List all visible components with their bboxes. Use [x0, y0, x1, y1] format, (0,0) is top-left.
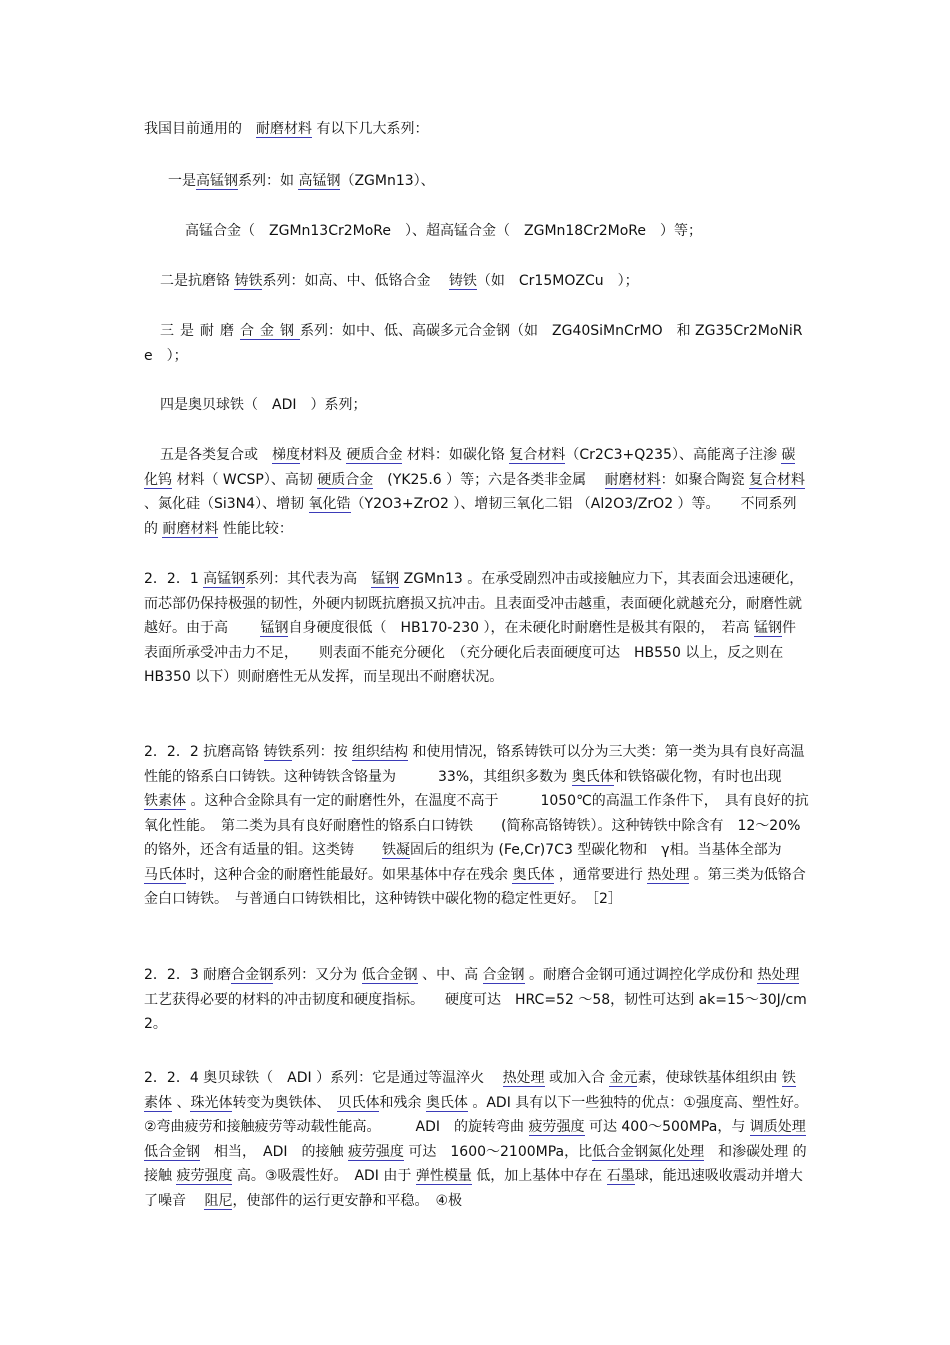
link-austenite-3[interactable]: 奥氏体 — [425, 1094, 468, 1111]
link-composite-material[interactable]: 复合材料 — [509, 447, 566, 463]
link-zirconia[interactable]: 氧化锆 — [308, 496, 351, 512]
link-fatigue-strength-2[interactable]: 疲劳强度 — [347, 1143, 404, 1160]
link-tungsten-carbide[interactable]: 碳化钨 — [144, 447, 796, 488]
paragraph-section-2-2-1: 2．2．1 高锰钢系列：其代表为高 锰钢 ZGMn13 。在承受剧烈冲击或接触应力下，其表面会迅速硬化， 而芯部仍保持极强的韧性，外硬内韧既抗磨损又抗冲击。且表面受冲击越重，表面硬化就越充分，耐磨性就越好。由于高 锰钢自身硬度很低（ HB170-230 ），在未硬化时耐磨性是极其有限的， 若高 锰钢件表面所承受冲击力不足， 则表面不能充分硬化 （充分硬化后表面硬度可达 HB550 以上，反之则在 HB350 以下）则耐磨性无从发挥，而呈现出不耐磨状况。 — [144, 571, 811, 685]
link-manganese-steel-2[interactable]: 锰钢 — [260, 620, 289, 636]
link-heat-treatment-2[interactable]: 热处理 — [757, 967, 800, 983]
link-heat-treatment-3[interactable]: 热处理 — [502, 1070, 545, 1086]
link-austenite-2[interactable]: 奥氏体 — [512, 866, 555, 883]
link-manganese-steel[interactable]: 锰钢 — [371, 571, 400, 587]
link-graphite[interactable]: 石墨 — [606, 1168, 635, 1184]
link-martensite[interactable]: 马氏体 — [144, 866, 186, 883]
paragraph-series-1-alloys: 高锰合金（ ZGMn13Cr2MoRe ）、超高锰合金（ ZGMn18Cr2MoRe ）等； — [185, 223, 703, 239]
link-cast-iron-2[interactable]: 铸铁 — [448, 273, 477, 289]
paragraph-section-2-2-4: 2．2．4 奥贝球铁（ ADI ）系列：它是通过等温淬火 热处理 或加入合 金元素，使球铁基体组织由 铁素体 、珠光体转变为奥铁体、 贝氏体和残余 奥氏体 。ADI 具有以下一些独特的优点：①强度高、塑性好。②弯曲疲劳和接触疲劳等动载性能高。 ADI 的旋转弯曲 疲劳强度 可达 400～500MPa，与 调质处理低合金钢 相当， ADI 的接触 疲劳强度 可达 1600～2100MPa，比低合金钢氮化处理 和渗碳处理 的接触 疲劳强度 高。③吸震性好。 ADI 由于 弹性模量 低，加上基体中存在 石墨球，能迅速吸收震动并增大了噪音 阻尼，使部件的运行更安静和平稳。 ④极 — [144, 1070, 808, 1209]
link-composite-material-2[interactable]: 复合材料 — [749, 471, 806, 488]
link-wear-material-3[interactable]: 耐磨材料 — [162, 520, 219, 537]
link-hard-alloy[interactable]: 硬质合金 — [346, 447, 403, 463]
link-gradient[interactable]: 梯度 — [272, 447, 300, 463]
link-bainite[interactable]: 贝氏体 — [337, 1094, 380, 1111]
link-hard-alloy-2[interactable]: 硬质合金 — [317, 471, 374, 488]
link-quenched-tempered-low-alloy-steel[interactable]: 调质处理低合金钢 — [144, 1119, 806, 1160]
link-fatigue-strength[interactable]: 疲劳强度 — [528, 1119, 585, 1135]
link-ferrite-2[interactable]: 铁素体 — [144, 1070, 796, 1111]
paragraph-series-1: 一是高锰钢系列：如 高锰钢（ZGMn13）、 — [168, 173, 435, 189]
link-high-manganese-steel[interactable]: 高锰钢 — [196, 173, 238, 189]
link-wear-material-2[interactable]: 耐磨材料 — [604, 471, 661, 488]
paragraph-series-3: 三是耐磨合金钢系列：如中、低、高碳多元合金钢（如 ZG40SiMnCrMO 和 ZG35Cr2MoNiRe ）； — [144, 323, 803, 364]
link-pearlite[interactable]: 珠光体 — [190, 1094, 233, 1111]
link-alloy-steel[interactable]: 合金钢 — [240, 323, 300, 339]
link-elastic-modulus[interactable]: 弹性模量 — [415, 1168, 472, 1184]
link-heat-treatment[interactable]: 热处理 — [647, 866, 690, 883]
link-microstructure[interactable]: 组织结构 — [352, 744, 409, 760]
paragraph-section-2-2-3: 2．2．3 耐磨合金钢系列：又分为 低合金钢 、中、高 合金钢 。耐磨合金钢可通过调控化学成份和 热处理工艺获得必要的材料的冲击韧度和硬度指标。 硬度可达 HRC=52 ～58，韧性可达到 ak=15～30J/cm2。 — [144, 967, 807, 1032]
paragraph-series-2: 二是抗磨铬 铸铁系列：如高、中、低铬合金 铸铁（如 Cr15MOZCu ）； — [160, 273, 639, 289]
link-alloy-steel-3[interactable]: 合金钢 — [482, 967, 525, 983]
paragraph-intro: 我国目前通用的 耐磨材料 有以下几大系列： — [144, 121, 429, 137]
link-iron-solidification[interactable]: 铁凝 — [382, 842, 410, 858]
link-fatigue-strength-3[interactable]: 疲劳强度 — [176, 1168, 233, 1184]
link-alloy-element[interactable]: 金元 — [609, 1070, 638, 1086]
paragraph-series-4: 四是奥贝球铁（ ADI ）系列； — [160, 397, 367, 413]
link-damping[interactable]: 阻尼 — [204, 1192, 233, 1209]
link-low-alloy-steel[interactable]: 低合金钢 — [361, 967, 418, 983]
link-cast-iron[interactable]: 铸铁 — [234, 273, 263, 289]
link-austenite[interactable]: 奥氏体 — [571, 768, 614, 785]
link-nitrided-low-alloy-steel[interactable]: 低合金钢氮化处理 — [592, 1143, 705, 1160]
link-high-manganese-steel-2[interactable]: 高锰钢 — [298, 173, 341, 189]
link-alloy-steel-2[interactable]: 合金钢 — [231, 967, 274, 983]
paragraph-series-5-6: 五是各类复合或 梯度材料及 硬质合金 材料：如碳化铬 复合材料（Cr2C3+Q235）、高能离子注渗 碳化钨 材料（ WCSP）、高韧 硬质合金 (YK25.6 ）等；六是各类非金属 耐磨材料：如聚合陶瓷 复合材料 、氮化硅（Si3N4）、增韧 氧化锆（Y2O3+ZrO2 ）、增韧三氧化二铝 （Al2O3/ZrO2 ）等。 不同系列的 耐磨材料 性能比较： — [144, 447, 806, 537]
link-ferrite[interactable]: 铁素体 — [144, 793, 186, 809]
link-high-manganese-steel-3[interactable]: 高锰钢 — [203, 571, 246, 587]
paragraph-section-2-2-2: 2．2．2 抗磨高铬 铸铁系列：按 组织结构 和使用情况，铬系铸铁可以分为三大类：第一类为具有良好高温性能的铬系白口铸铁。这种铸铁含铬量为 33%，其组织多数为 奥氏体和铁铬碳化物，有时也出现 铁素体 。这种合金除具有一定的耐磨性外，在温度不高于 1050℃的高温工作条件下， 具有良好的抗氧化性能。 第二类为具有良好耐磨性的铬系白口铸铁 (简称高铬铸铁）。这种铸铁中除含有 12～20%的铬外，还含有适量的钼。这类铸 铁凝固后的组织为 (Fe,Cr)7C3 型碳化物和 γ相。当基体全部为 马氏体时，这种合金的耐磨性能最好。如果基体中存在残余 奥氏体 ，通常要进行 热处理 。第三类为低铬合金白口铸铁。 与普通白口铸铁相比，这种铸铁中碳化物的稳定性更好。 ［2］ — [144, 744, 809, 907]
link-cast-iron-3[interactable]: 铸铁 — [263, 744, 292, 760]
link-manganese-steel-3[interactable]: 锰钢 — [753, 620, 782, 636]
link-wear-material[interactable]: 耐磨材料 — [256, 121, 312, 137]
